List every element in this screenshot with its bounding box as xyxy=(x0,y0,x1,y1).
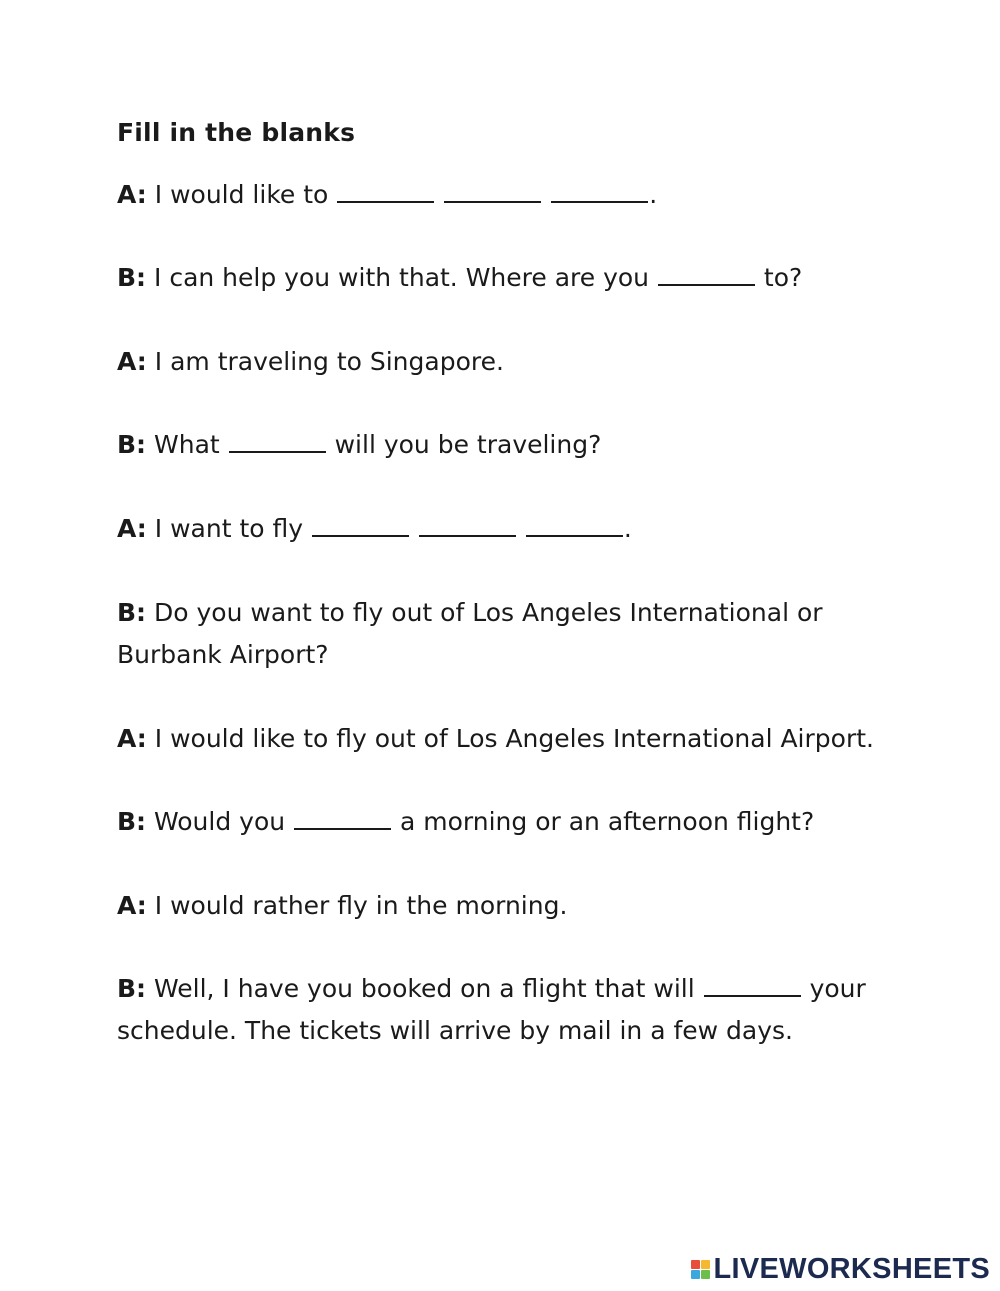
dialogue-line-5 xyxy=(117,508,632,550)
liveworksheets-logo xyxy=(691,1253,991,1285)
line-text xyxy=(542,180,550,209)
line-text: I can help you with that. Where are you xyxy=(146,263,657,292)
dialogue-line-6 xyxy=(117,592,877,676)
line-text xyxy=(517,514,525,543)
line-text xyxy=(435,180,443,209)
blank-field[interactable] xyxy=(312,513,409,537)
dialogue-line-8 xyxy=(117,801,814,843)
line-text: Would you xyxy=(146,807,294,836)
speaker-label: A: xyxy=(117,724,147,753)
speaker-label: A: xyxy=(117,180,147,209)
blank-field[interactable] xyxy=(551,179,648,203)
line-text: will you be traveling? xyxy=(326,430,602,459)
line-text: . xyxy=(623,514,632,543)
logo-square xyxy=(701,1260,710,1269)
blank-field[interactable] xyxy=(229,429,326,453)
speaker-label: B: xyxy=(117,430,147,459)
dialogue-line-10 xyxy=(117,968,877,1052)
logo-icon xyxy=(691,1260,710,1279)
speaker-label: B: xyxy=(117,598,147,627)
blank-field[interactable] xyxy=(419,513,516,537)
line-text: . xyxy=(649,180,658,209)
line-text: What xyxy=(146,430,228,459)
logo-square xyxy=(691,1270,700,1279)
line-text: I am traveling to Singapore. xyxy=(146,347,504,376)
logo-square xyxy=(701,1270,710,1279)
line-text: a morning or an afternoon flight? xyxy=(392,807,815,836)
blank-field[interactable] xyxy=(294,806,391,830)
speaker-label: B: xyxy=(117,263,147,292)
line-text: Do you want to fly out of Los Angeles International or Burbank Airport? xyxy=(117,598,823,669)
line-text xyxy=(410,514,418,543)
dialogue-line-1 xyxy=(117,174,657,216)
blank-field[interactable] xyxy=(658,262,755,286)
blank-field[interactable] xyxy=(704,973,801,997)
dialogue-line-7 xyxy=(117,718,874,760)
dialogue-line-3 xyxy=(117,341,504,383)
line-text: I want to fly xyxy=(146,514,311,543)
line-text: your schedule. The tickets will arrive by mail in a few days. xyxy=(117,974,866,1045)
speaker-label: A: xyxy=(117,514,147,543)
line-text: Well, I have you booked on a flight that will xyxy=(146,974,703,1003)
dialogue-line-9 xyxy=(117,885,567,927)
line-text: I would like to fly out of Los Angeles International Airport. xyxy=(146,724,874,753)
logo-square xyxy=(691,1260,700,1269)
logo-text: LIVEWORKSHEETS xyxy=(713,1252,990,1285)
blank-field[interactable] xyxy=(526,513,623,537)
speaker-label: A: xyxy=(117,347,147,376)
line-text: I would rather fly in the morning. xyxy=(146,891,568,920)
speaker-label: B: xyxy=(117,807,147,836)
line-text: I would like to xyxy=(146,180,337,209)
line-text: to? xyxy=(755,263,803,292)
worksheet-title: Fill in the blanks xyxy=(117,118,356,147)
blank-field[interactable] xyxy=(337,179,434,203)
dialogue-line-2 xyxy=(117,257,802,299)
speaker-label: A: xyxy=(117,891,147,920)
dialogue-line-4 xyxy=(117,424,601,466)
blank-field[interactable] xyxy=(444,179,541,203)
speaker-label: B: xyxy=(117,974,147,1003)
